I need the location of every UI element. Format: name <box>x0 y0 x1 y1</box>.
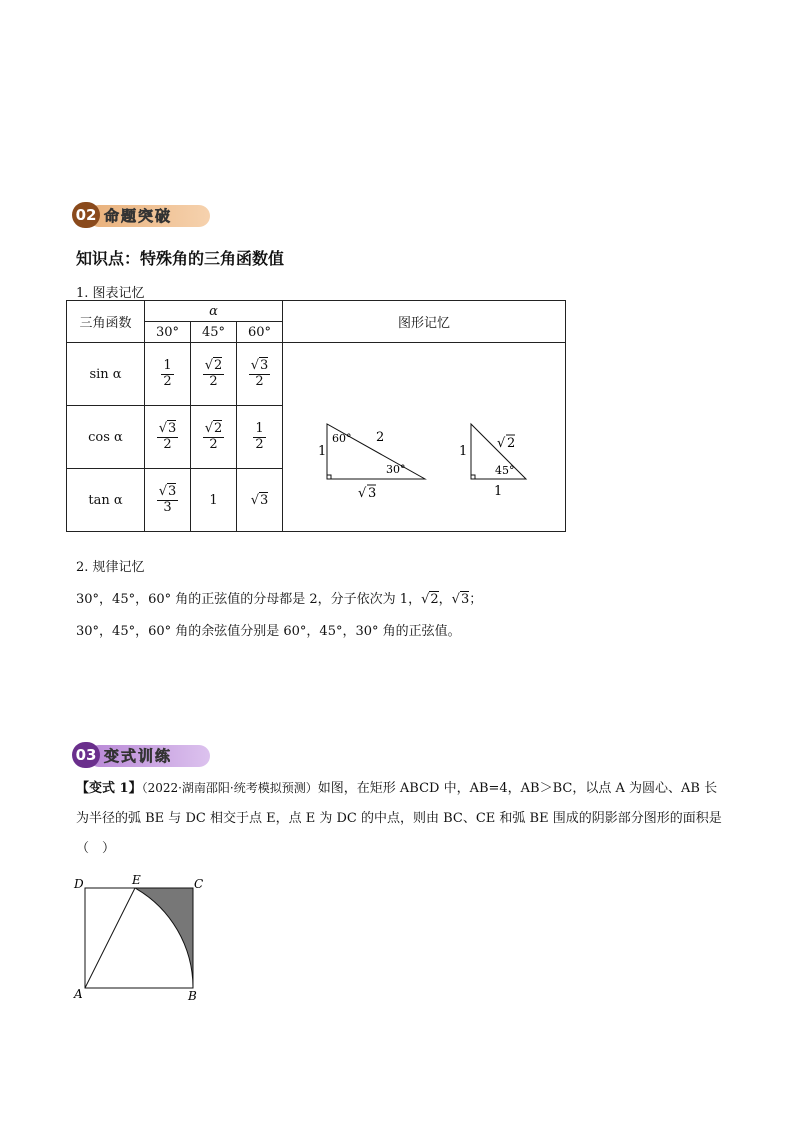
section-badge-03 <box>72 742 212 768</box>
cell-tan-60: √3 <box>237 469 283 532</box>
header-trig-func: 三角函数 <box>67 301 145 343</box>
label-e: E <box>132 874 141 887</box>
row-label-tan: tan α <box>67 469 145 532</box>
section-title: 变式训练 <box>88 745 210 767</box>
cell-sin-60: $\frac{√3}{2}$ <box>237 343 283 406</box>
knowledge-heading: 知识点：特殊角的三角函数值 <box>76 249 285 268</box>
cell-cos-45: $\frac{√2}{2}$ <box>191 406 237 469</box>
rule-line-1: 30°，45°，60° 角的正弦值的分母都是 2，分子依次为 1，√2，√3； <box>76 592 483 607</box>
tri2-side-hyp: 2 <box>507 436 516 451</box>
tri2-side-bottom: 1 <box>494 484 503 499</box>
segment-ae <box>85 888 135 988</box>
figure-cell <box>283 343 566 532</box>
section-badge-02 <box>72 202 212 228</box>
header-figure: 图形记忆 <box>283 301 566 343</box>
cell-cos-30: $\frac{√3}{2}$ <box>145 406 191 469</box>
section-number: 02 <box>72 202 100 228</box>
cell-tan-30: $\frac{√3}{3}$ <box>145 469 191 532</box>
trig-table <box>66 300 566 532</box>
tri2-side-left: 1 <box>459 444 468 459</box>
tri2-angle-45: 45° <box>495 464 515 477</box>
shaded-region <box>135 888 193 988</box>
row-label-cos: cos α <box>67 406 145 469</box>
section-title: 命题突破 <box>88 205 210 227</box>
row-label-sin: sin α <box>67 343 145 406</box>
header-angle-30: 30° <box>145 322 191 343</box>
rule-line-2: 30°，45°，60° 角的余弦值分别是 60°，45°，30° 角的正弦值。 <box>76 624 461 639</box>
tri1-angle-30: 30° <box>386 463 406 476</box>
rectangle-figure <box>70 874 210 1004</box>
problem-body: 如图，在矩形 ABCD 中，AB=4，AB＞BC，以点 A 为圆心、AB 长为半径的弧 BE 与 DC 相交于点 E，点 E 为 DC 的中点，则由 BC、CE 和弧 BE 围成的阴影部分图形的面积是（ ） <box>76 781 722 856</box>
tri1-side-left: 1 <box>318 444 327 459</box>
tri1-radical: √ <box>358 486 367 501</box>
subheading-chart-memory: 1. 图表记忆 <box>76 286 145 301</box>
tri1-side-bottom: 3 <box>368 486 377 501</box>
tri1-side-hyp: 2 <box>376 430 385 445</box>
label-b: B <box>188 989 197 1003</box>
cell-tan-45: 1 <box>191 469 237 532</box>
cell-sin-45: $\frac{√2}{2}$ <box>191 343 237 406</box>
problem-text <box>76 773 726 864</box>
header-angle-45: 45° <box>191 322 237 343</box>
problem-tag: 【变式 1】 <box>76 781 142 796</box>
tri1-angle-60: 60° <box>332 432 352 445</box>
cell-sin-30: $\frac{1}{2}$ <box>145 343 191 406</box>
section-number: 03 <box>72 742 100 768</box>
problem-source: （2022·湖南邵阳·统考模拟预测） <box>141 781 318 795</box>
cell-cos-60: $\frac{1}{2}$ <box>237 406 283 469</box>
header-alpha: α <box>145 301 283 322</box>
triangle-figures <box>283 343 565 531</box>
label-c: C <box>194 877 204 891</box>
subheading-rule-memory: 2. 规律记忆 <box>76 560 145 575</box>
label-d: D <box>74 877 84 891</box>
label-a: A <box>74 987 83 1001</box>
header-angle-60: 60° <box>237 322 283 343</box>
tri2-radical: √ <box>497 436 506 451</box>
